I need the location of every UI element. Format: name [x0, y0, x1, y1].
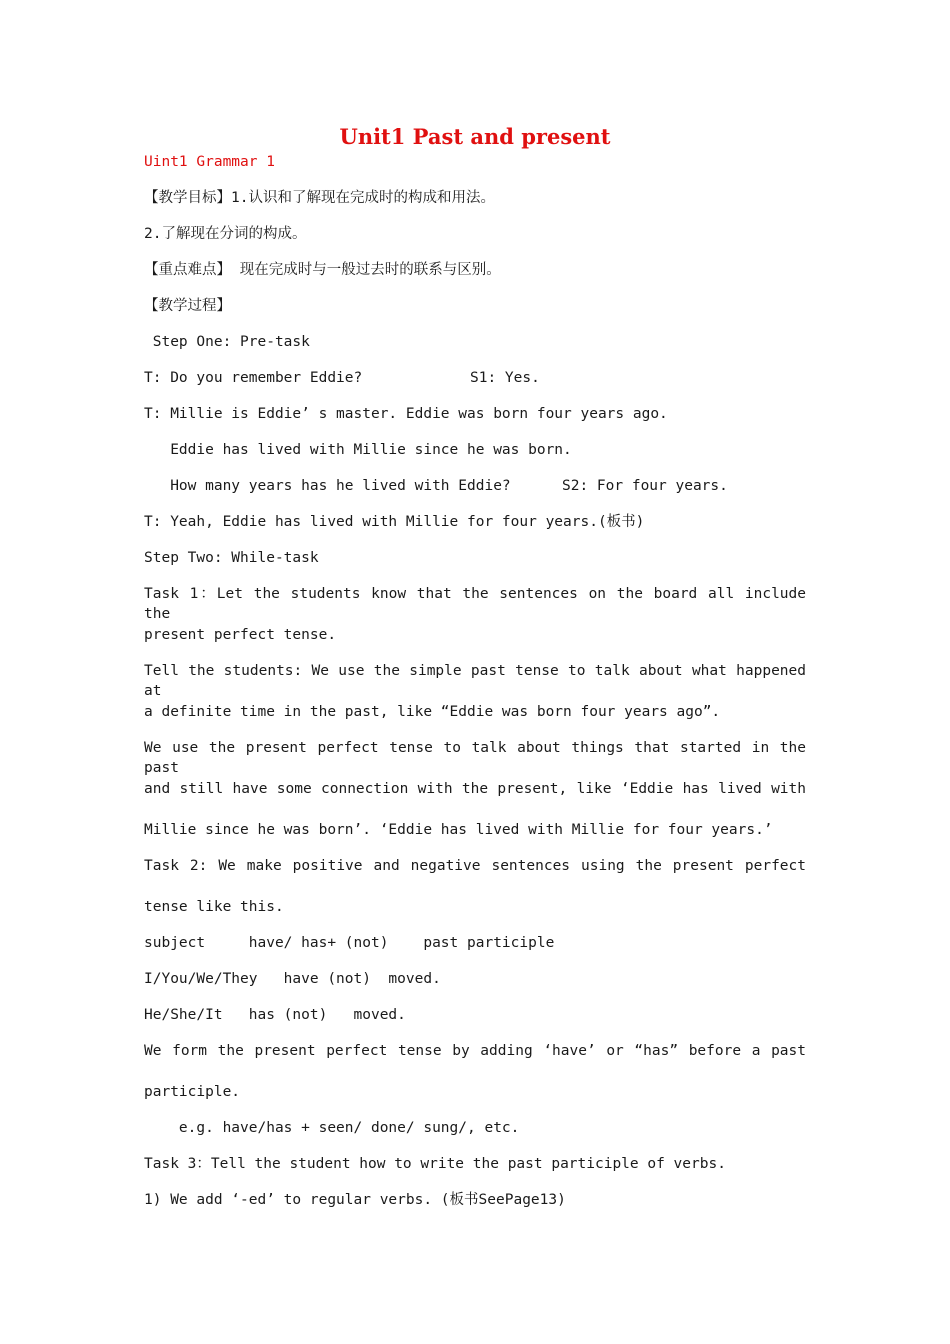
task3-line: 1) We add ‘-ed’ to regular verbs. (板书SeePage13)	[144, 1192, 566, 1208]
task1-line: We use the present perfect tense to talk about things that started in the past	[144, 740, 806, 776]
table-header: subject have/ has+ (not) past participle	[144, 935, 555, 951]
objectives: 【教学目标】1.认识和了解现在完成时的构成和用法。	[144, 190, 495, 206]
process-heading: 【教学过程】	[144, 298, 231, 314]
dialog-line	[144, 476, 728, 496]
subtitle: Uint1 Grammar 1	[144, 154, 275, 170]
task3-line: Task 3：Tell the student how to write the past participle of verbs.	[144, 1156, 726, 1172]
task1-line: Millie since he was born’. ‘Eddie has lived with Millie for four years.’	[144, 822, 773, 838]
dialog-line: T: Yeah, Eddie has lived with Millie for four years.(板书)	[144, 514, 645, 530]
step-one: Step One: Pre-task	[144, 334, 310, 350]
teacher-line: T: Do you remember Eddie?	[144, 370, 363, 386]
step-two: Step Two: While-task	[144, 550, 319, 566]
dialog-line: Eddie has lived with Millie since he was born.	[144, 442, 572, 458]
objectives-2: 2.了解现在分词的构成。	[144, 226, 307, 242]
task1-line: and still have some connection with the present, like ‘Eddie has lived with	[144, 781, 806, 797]
task1-line: Task 1：Let the students know that the sentences on the board all include the	[144, 586, 806, 622]
table-row: He/She/It has (not) moved.	[144, 1007, 406, 1023]
task2-line: We form the present perfect tense by adding ‘have’ or “has” before a past	[144, 1043, 806, 1059]
task1-line: present perfect tense.	[144, 627, 337, 643]
student-line: S2: For four years.	[562, 478, 728, 494]
task1-line: a definite time in the past, like “Eddie was born four years ago”.	[144, 704, 721, 720]
example-line: e.g. have/has + seen/ done/ sung/, etc.	[144, 1120, 520, 1136]
dialog-line: T: Millie is Eddie’ s master. Eddie was born four years ago.	[144, 406, 668, 422]
teacher-line: How many years has he lived with Eddie?	[144, 478, 511, 494]
task2-line: participle.	[144, 1084, 241, 1100]
page-title: Unit1 Past and present	[339, 124, 611, 149]
key-points: 【重点难点】 现在完成时与一般过去时的联系与区别。	[144, 262, 501, 278]
dialog-line	[144, 368, 540, 388]
task2-line: Task 2: We make positive and negative sentences using the present perfect	[144, 858, 806, 874]
task2-line: tense like this.	[144, 899, 284, 915]
table-row: I/You/We/They have (not) moved.	[144, 971, 441, 987]
student-line: S1: Yes.	[470, 370, 540, 386]
task1-line: Tell the students: We use the simple past tense to talk about what happened at	[144, 663, 806, 699]
